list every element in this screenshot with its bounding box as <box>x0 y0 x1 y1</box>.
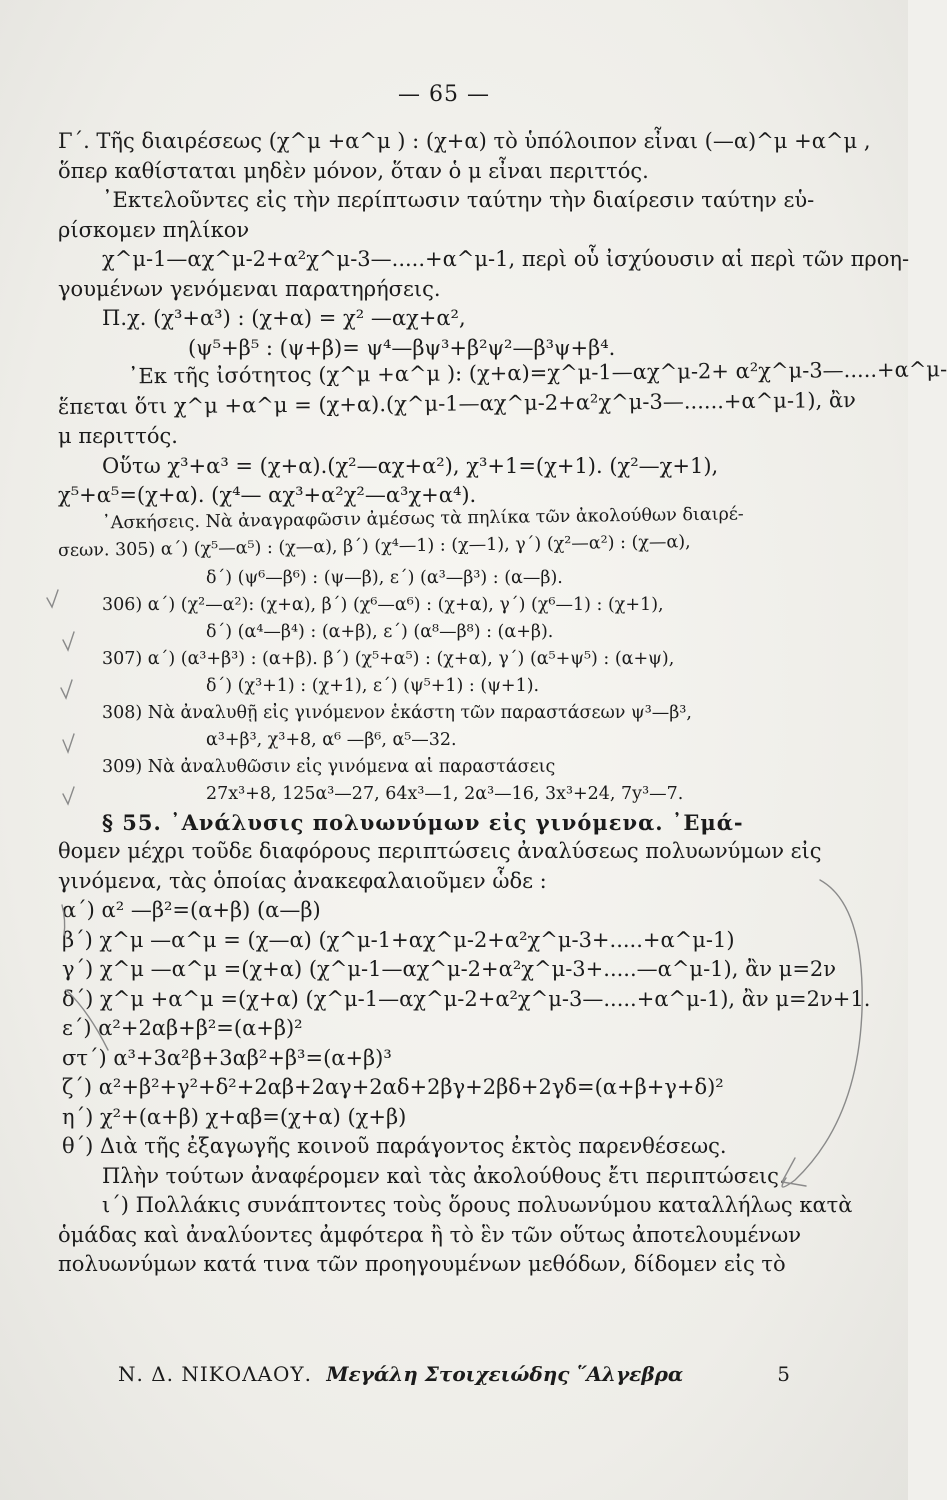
footer-author: Ν. Δ. ΝΙΚΟΛΑΟΥ. <box>118 1362 312 1386</box>
text-line: ρίσκομεν πηλίκον <box>58 217 250 242</box>
exercise-line: δ΄) (χ³+1) : (χ+1), ε΄) (ψ⁵+1) : (ψ+1). <box>206 675 540 696</box>
formula-line: στ΄) α³+3α²β+3αβ²+β³=(α+β)³ <box>62 1045 392 1070</box>
text-line: γουμένων γενόμεναι παρατηρήσεις. <box>58 276 441 301</box>
text-line: χ^μ-1—αχ^μ-2+α²χ^μ-3—.....+α^μ-1, περὶ οὗ ἰσχύουσιν αἱ περὶ τῶν προη- <box>102 247 910 271</box>
exercise-line: 309) Νὰ ἀναλυθῶσιν εἰς γινόμενα αἱ παραστάσεις <box>102 756 556 777</box>
checkmark-icon <box>47 590 58 607</box>
footer-sheet-number: 5 <box>777 1362 790 1386</box>
text-line: πολυωνύμων κατά τινα τῶν προηγουμένων μεθόδων, δίδομεν εἰς τὸ <box>58 1252 786 1276</box>
exercise-line: 306) α΄) (χ²—α²): (χ+α), β΄) (χ⁶—α⁶) : (χ+α), γ΄) (χ⁶—1) : (χ+1), <box>102 594 664 615</box>
text-line: ι΄) Πολλάκις συνάπτοντες τοὺς ὅρους πολυωνύμου καταλλήλως κατὰ <box>102 1193 853 1217</box>
text-line: θομεν μέχρι τοῦδε διαφόρους περιπτώσεις ἀναλύσεως πολυωνύμων εἰς <box>58 839 822 863</box>
formula-line: ζ΄) α²+β²+γ²+δ²+2αβ+2αγ+2αδ+2βγ+2βδ+2γδ=(α+β+γ+δ)² <box>62 1075 724 1099</box>
text-line: γινόμενα, τὰς ὁποίας ἀνακεφαλαιοῦμεν ὧδε : <box>58 868 547 893</box>
page-number: — 65 — <box>398 82 490 107</box>
formula-line: α΄) α² —β²=(α+β) (α—β) <box>62 898 321 922</box>
formula-line: ε΄) α²+2αβ+β²=(α+β)² <box>62 1016 303 1040</box>
formula-line: δ΄) χ^μ +α^μ =(χ+α) (χ^μ-1—αχ^μ-2+α²χ^μ-3—.....+α^μ-1), ἂν μ=2ν+1. <box>62 986 871 1011</box>
text-line: χ⁵+α⁵=(χ+α). (χ⁴— αχ³+α²χ²—α³χ+α⁴). <box>58 483 477 507</box>
exercise-line: 27x³+8, 125α³—27, 64x³—1, 2α³—16, 3x³+24, 7y³—7. <box>206 783 684 804</box>
text-line: ᾿Εκ τῆς ἰσότητος (χ^μ +α^μ ): (χ+α)=χ^μ-1—αχ^μ-2+ α²χ^μ-3—.....+α^μ- <box>127 357 947 389</box>
text-line: Γ΄. Τῆς διαιρέσεως (χ^μ +α^μ ) : (χ+α) τὸ ὑπόλοιπον εἶναι (—α)^μ +α^μ , <box>58 129 871 153</box>
text-line: ὁμάδας καὶ ἀναλύοντες ἀμφότερα ἢ τὸ ἓν τῶν οὕτως ἀποτελουμένων <box>58 1222 802 1247</box>
text-line: Οὕτω χ³+α³ = (χ+α).(χ²—αχ+α²), χ³+1=(χ+1). (χ²—χ+1), <box>102 453 719 478</box>
text-line: Π.χ. (χ³+α³) : (χ+α) = χ² —αχ+α², <box>102 306 466 330</box>
exercise-line: 307) α΄) (α³+β³) : (α+β). β΄) (χ⁵+α⁵) : (χ+α), γ΄) (α⁵+ψ⁵) : (α+ψ), <box>102 648 675 669</box>
text-line: Πλὴν τούτων ἀναφέρομεν καὶ τὰς ἀκολούθους ἔτι περιπτώσεις. <box>102 1163 786 1188</box>
text-line: ὅπερ καθίσταται μηδὲν μόνον, ὅταν ὁ μ εἶναι περιττός. <box>58 158 649 183</box>
text-line: ᾿Εκτελοῦντες εἰς τὴν περίπτωσιν ταύτην τὴν διαίρεσιν ταύτην εὑ- <box>102 188 815 212</box>
exercises-heading: ᾿Ασκήσεις. Νὰ ἀναγραφῶσιν ἀμέσως τὰ πηλίκα τῶν ἀκολούθων διαιρέ- <box>101 503 744 533</box>
formula-line: η΄) χ²+(α+β) χ+αβ=(χ+α) (χ+β) <box>62 1104 407 1129</box>
exercise-line: σεων. 305) α΄) (χ⁵—α⁵) : (χ—α), β΄) (χ⁴—1) : (χ—1), γ΄) (χ²—α²) : (χ—α), <box>57 531 691 561</box>
exercise-line: α³+β³, χ³+8, α⁶ —β⁶, α⁵—32. <box>206 729 457 750</box>
exercise-line: δ΄) (ψ⁶—β⁶) : (ψ—β), ε΄) (α³—β³) : (α—β). <box>206 567 563 588</box>
formula-line: γ΄) χ^μ —α^μ =(χ+α) (χ^μ-1—αχ^μ-2+α²χ^μ-3+.....—α^μ-1), ἂν μ=2ν <box>62 957 837 981</box>
formula-line: θ΄) Διὰ τῆς ἐξαγωγῆς κοινοῦ παράγοντος ἐκτὸς παρενθέσεως. <box>62 1134 727 1158</box>
exercise-line: 308) Νὰ ἀναλυθῇ εἰς γινόμενον ἑκάστη τῶν παραστάσεων ψ³—β³, <box>102 702 692 723</box>
exercise-line: δ΄) (α⁴—β⁴) : (α+β), ε΄) (α⁸—β⁸) : (α+β). <box>206 621 554 642</box>
section-heading: § 55. ᾿Ανάλυσις πολυωνύμων εἰς γινόμενα. ᾿Εμά- <box>102 809 744 835</box>
page-text <box>57 127 947 1280</box>
footer-book-title: Μεγάλη Στοιχειώδης ῞Αλγεβρα <box>326 1362 684 1386</box>
formula-line: β΄) χ^μ —α^μ = (χ—α) (χ^μ-1+αχ^μ-2+α²χ^μ-3+.....+α^μ-1) <box>62 927 735 952</box>
text-line: (ψ⁵+β⁵ : (ψ+β)= ψ⁴—βψ³+β²ψ²—β³ψ+β⁴. <box>188 335 616 360</box>
text-line: ἕπεται ὅτι χ^μ +α^μ = (χ+α).(χ^μ-1—αχ^μ-2+α²χ^μ-3—......+α^μ-1), ἂν <box>57 387 856 419</box>
text-line: μ περιττός. <box>58 424 178 448</box>
page-footer <box>118 1362 790 1386</box>
